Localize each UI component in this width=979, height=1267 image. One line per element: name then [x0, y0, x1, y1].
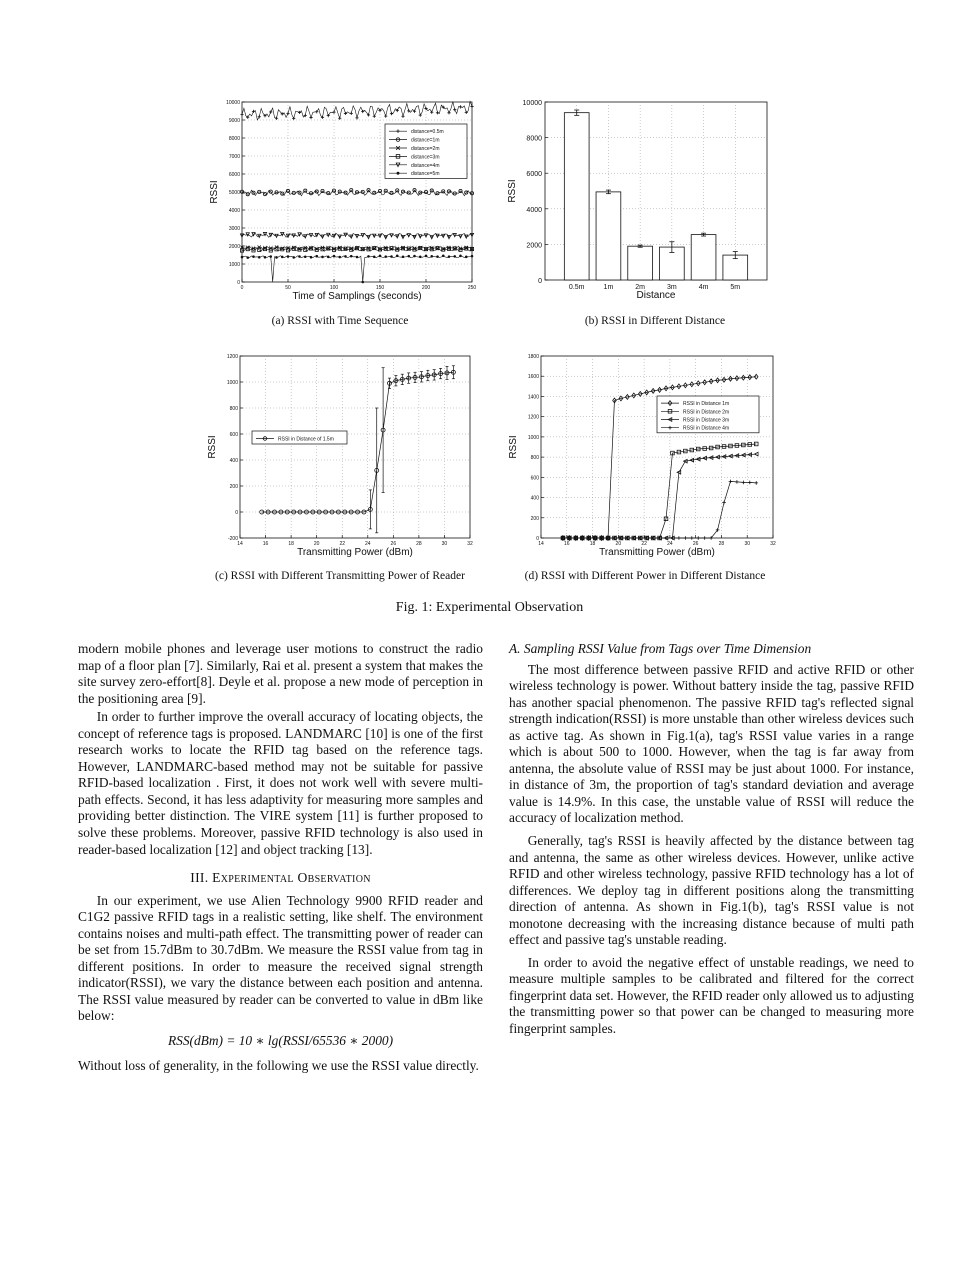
data-point: [344, 255, 347, 258]
data-point: [379, 255, 382, 258]
y-tick-label: 1000: [228, 262, 240, 268]
y-tick-label: 1200: [527, 414, 539, 421]
section-title: III. Experimental Observation: [190, 870, 371, 886]
y-tick-label: 1000: [226, 380, 238, 386]
caption-a: (a) RSSI with Time Sequence: [271, 315, 409, 327]
category-label: 4m: [698, 284, 709, 291]
x-tick-label: 28: [416, 541, 422, 547]
x-axis-label: Transmitting Power (dBm): [297, 547, 413, 558]
data-point: [384, 255, 387, 258]
x-tick-label: 24: [364, 541, 371, 547]
x-tick-label: 20: [313, 541, 320, 547]
x-tick-label: 22: [641, 541, 647, 547]
y-tick-label: 1800: [527, 354, 539, 360]
chart-a: [200, 94, 480, 310]
caption-c: (c) RSSI with Different Transmitting Power of Reader: [215, 570, 465, 582]
x-tick-label: 14: [538, 541, 544, 547]
data-point: [373, 256, 376, 259]
x-axis-label: Distance: [636, 290, 676, 301]
data-point: [298, 255, 301, 258]
y-tick-label: 10000: [226, 100, 240, 106]
data-point: [333, 255, 336, 258]
bar-0.5m: [564, 113, 589, 280]
legend-marker: [397, 172, 400, 175]
legend-label: distance=0.5m: [411, 129, 444, 136]
y-tick-label: 800: [530, 455, 539, 462]
bar-2m: [628, 246, 653, 280]
x-axis-label: Time of Samplings (seconds): [292, 291, 422, 302]
x-tick-label: 0: [240, 285, 244, 291]
y-tick-label: 2000: [228, 244, 240, 250]
y-tick-label: 1000: [527, 434, 539, 441]
y-tick-label: 1400: [527, 394, 539, 401]
right-paragraph-3: In order to avoid the negative effect of unstable readings, we need to measure multiple samples to be calibrated and filtered for the correct fingerprint data set. However, the RFID reader only allowed us to adjusting the transmitting power so that power can be changed to measuring more fingerprint samples.: [509, 954, 914, 1037]
left-paragraph-4: Without loss of generality, in the following we use the RSSI value directly.: [78, 1057, 479, 1073]
y-tick-label: 800: [229, 406, 238, 412]
y-axis-label: RSSI: [507, 179, 518, 203]
x-tick-label: 50: [285, 285, 291, 291]
data-point: [304, 255, 307, 258]
left-paragraph-3: In our experiment, we use Alien Technology 9900 RFID reader and C1G2 passive RFID tags in a realistic setting, like shelf. The environment contains noises and multi-path effect. The transmitting power of reader can be set from 15.7dBm to 30.7dBm. We measure the RSSI value from tag in different positions. In order to measure the received signal strength indicator(RSSI), we vary the distance between each position and antenna. The RSSI value measured by reader can be converted to value in dBm like below:: [78, 892, 483, 1024]
data-point: [350, 255, 353, 258]
data-point: [436, 255, 439, 258]
legend-label: RSSI in Distance 4m: [683, 425, 730, 432]
data-point: [241, 256, 244, 259]
y-tick-label: 1200: [226, 354, 238, 360]
data-point: [396, 255, 399, 258]
x-tick-label: 16: [563, 541, 570, 547]
bar-1m: [596, 192, 621, 280]
figure-a: [200, 94, 480, 310]
data-point: [264, 256, 267, 259]
data-point: [459, 255, 462, 258]
y-tick-label: 9000: [228, 118, 240, 124]
y-tick-label: 200: [229, 484, 238, 490]
data-point: [471, 255, 474, 258]
caption-b: (b) RSSI in Different Distance: [584, 315, 726, 327]
left-paragraph-2: In order to further improve the overall accuracy of locating objects, the concept of reference tags is proposed. LANDMARC [10] is one of the first research works to locate the RFID tag based on the reference tags. However, LANDMARC-based method may not be suitable for passive RFID-based localization . First, it does not work well with severe multi-path effects. Second, it has less adaptivity for measuring more samples and providing better distinction. The VIRE system [11] is further proposed to solve these problems. Moreover, passive RFID technology is also used in reader-based localization [12] and object tracking [13].: [78, 709, 483, 857]
data-point: [430, 255, 433, 258]
data-point: [465, 256, 468, 259]
y-axis-label: RSSI: [207, 435, 218, 459]
data-point: [287, 255, 290, 258]
legend-label: RSSI in Distance of 1.5m: [278, 436, 334, 443]
data-point: [275, 256, 278, 259]
x-tick-label: 24: [667, 541, 673, 547]
x-tick-label: 22: [339, 541, 346, 547]
x-tick-label: 14: [237, 541, 243, 547]
y-tick-label: 6000: [526, 171, 542, 179]
data-point: [390, 255, 393, 258]
chart-c: [200, 348, 480, 566]
data-point: [321, 256, 324, 259]
x-axis-label: Transmitting Power (dBm): [599, 547, 715, 558]
data-point: [448, 255, 451, 258]
data-point: [292, 256, 295, 259]
category-label: 3m: [666, 284, 677, 291]
figure-title: Fig. 1: Experimental Observation: [395, 600, 584, 615]
caption-d: (d) RSSI with Different Power in Different Distance: [524, 570, 766, 582]
y-tick-label: 4000: [228, 208, 240, 214]
data-point: [310, 256, 313, 259]
y-tick-label: -200: [227, 536, 238, 542]
data-point: [367, 255, 370, 258]
data-point: [425, 255, 428, 258]
legend-label: distance=3m: [411, 154, 440, 161]
left-paragraph-1: modern mobile phones and leverage user motions to construct the radio map of a floor plan [7]. Similarly, Rai et al. present a system that makes the site survey zero-effort[8]. Deyle et al. propose a new mode of perception in the positioning area [9].: [78, 641, 483, 706]
x-tick-label: 100: [329, 285, 339, 291]
figure-b: [505, 94, 775, 310]
data-point: [327, 256, 330, 259]
data-point: [442, 254, 445, 257]
y-tick-label: 2000: [526, 242, 542, 250]
category-label: 2m: [635, 284, 646, 291]
y-tick-label: 400: [530, 495, 539, 502]
category-label: 0.5m: [568, 284, 585, 291]
right-paragraph-2: Generally, tag's RSSI is heavily affected by the distance between tag and antenna, the same as other wireless devices. However, unlike active RFID and other wireless technology, passive RFID technology has a lot of differences. We deploy tag in different positions along the transmitting direction of antenna. As shown in Fig.1(b), tag's RSSI value is not monotone decreasing with the increasing distance because of multi path effect and passive tag's unstable reading.: [509, 833, 914, 948]
y-tick-label: 0: [538, 278, 542, 285]
data-point: [413, 255, 416, 258]
x-tick-label: 32: [467, 541, 473, 547]
y-tick-label: 0: [237, 280, 240, 286]
chart-b: [505, 94, 775, 310]
y-tick-label: 5000: [228, 190, 240, 196]
data-point: [419, 256, 422, 259]
legend-label: RSSI in Distance 1m: [683, 401, 730, 408]
y-tick-label: 0: [536, 536, 539, 542]
y-tick-label: 4000: [526, 206, 542, 214]
right-column: [509, 641, 914, 1038]
chart-d: [505, 348, 785, 566]
figure-d: [505, 348, 785, 566]
y-tick-label: 10000: [522, 100, 542, 107]
x-tick-label: 30: [441, 541, 448, 547]
x-tick-label: 28: [718, 541, 725, 547]
data-point: [269, 255, 272, 258]
legend-label: distance=4m: [411, 162, 440, 169]
plot-area: [240, 356, 470, 538]
legend-label: distance=5m: [411, 171, 440, 178]
x-tick-label: 32: [770, 541, 776, 547]
bar-4m: [691, 235, 716, 280]
data-point: [407, 255, 410, 258]
legend-label: RSSI in Distance 3m: [683, 417, 730, 424]
data-point: [453, 255, 456, 258]
data-point: [281, 256, 284, 259]
legend-label: distance=1m: [411, 137, 440, 144]
data-point: [252, 255, 255, 258]
data-point: [361, 281, 364, 284]
x-tick-label: 26: [390, 541, 397, 547]
y-tick-label: 3000: [228, 226, 240, 232]
x-tick-label: 16: [262, 541, 269, 547]
y-tick-label: 8000: [526, 135, 542, 143]
data-point: [258, 256, 261, 259]
y-tick-label: 0: [235, 510, 238, 516]
data-point: [315, 255, 318, 258]
x-tick-label: 200: [421, 285, 431, 291]
y-tick-label: 400: [229, 458, 238, 464]
y-tick-label: 7000: [228, 154, 240, 160]
x-tick-label: 150: [375, 285, 385, 291]
y-axis-label: RSSI: [209, 180, 220, 204]
right-paragraph-1: The most difference between passive RFID and active RFID or other wireless technology is power. Without battery inside the tag, passive RFID has another spacial phenomenon. The passive RFID tag's reflected signal strength indication(RSSI) is more unstable than other wireless devices such as active tag. As shown in Fig.1(a), tag's RSSI value varies in a range which is about 500 to 1000. However, when the tag is far away from antenna, the absolute value of RSSI may be just about 1000. For instance, in distance of 3m, the proportion of tag's standard deviation and average value is 14.9%. In this case, the unstable value of RSSI will reduce the accuracy of localization method.: [509, 661, 914, 826]
x-tick-label: 20: [615, 541, 622, 547]
legend-label: distance=2m: [411, 146, 440, 152]
legend-label: RSSI in Distance 2m: [683, 409, 730, 416]
y-tick-label: 600: [229, 432, 238, 438]
y-axis-label: RSSI: [508, 435, 519, 459]
x-tick-label: 18: [288, 541, 294, 547]
x-tick-label: 250: [467, 285, 477, 291]
data-point: [356, 256, 359, 259]
x-tick-label: 30: [744, 541, 751, 547]
subsection-title: A. Sampling RSSI Value from Tags over Time Dimension: [509, 641, 812, 656]
data-point: [246, 256, 249, 259]
category-label: 5m: [730, 284, 741, 291]
x-tick-label: 18: [589, 541, 596, 547]
data-point: [338, 256, 341, 259]
y-tick-label: 600: [530, 475, 539, 482]
y-tick-label: 200: [530, 515, 539, 522]
category-label: 1m: [603, 284, 614, 291]
figure-c: [200, 348, 480, 566]
y-tick-label: 1600: [527, 374, 539, 381]
y-tick-label: 8000: [228, 136, 240, 142]
left-column: [78, 641, 483, 1074]
equation: RSS(dBm) = 10 ∗ lg(RSSI/65536 ∗ 2000): [167, 1033, 394, 1049]
data-point: [402, 256, 405, 259]
x-tick-label: 26: [692, 541, 699, 547]
y-tick-label: 6000: [228, 172, 240, 178]
